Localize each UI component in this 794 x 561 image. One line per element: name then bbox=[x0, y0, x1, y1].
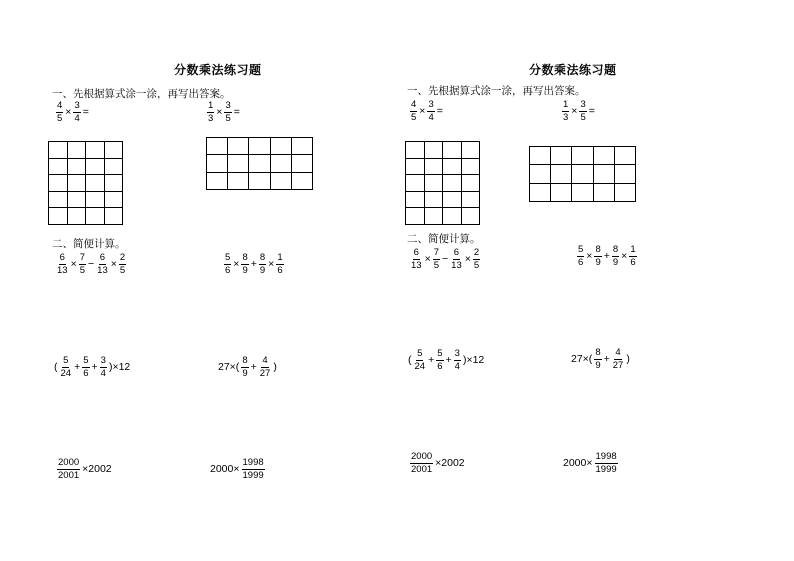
grid-cell[interactable] bbox=[530, 183, 551, 201]
grid-cell[interactable] bbox=[614, 165, 635, 183]
grid-cell[interactable] bbox=[461, 142, 480, 159]
calc-problem-3: ( $\frac{5}{24}$ + $\frac{5}{6}$ + $\frac{3}{4}$ )×12 bbox=[54, 355, 131, 379]
grid-cell[interactable] bbox=[424, 158, 443, 175]
grid-cell[interactable] bbox=[49, 208, 68, 225]
fraction: $\frac{1998}{1999}$ bbox=[595, 451, 617, 475]
grid-cell[interactable] bbox=[270, 172, 291, 189]
grid-cell[interactable] bbox=[86, 208, 105, 225]
fraction: $\frac{1}{3}$ bbox=[208, 100, 214, 124]
fraction: $\frac{8}{9}$ bbox=[242, 355, 248, 379]
grid-cell[interactable] bbox=[207, 138, 228, 155]
fraction: $\frac{4}{27}$ bbox=[612, 347, 624, 371]
grid-cell[interactable] bbox=[443, 191, 462, 208]
fraction: $\frac{2}{5}$ bbox=[119, 252, 126, 276]
problem-b: $\frac{1}{3}$ × $\frac{3}{5}$ = bbox=[563, 99, 595, 123]
grid-cell[interactable] bbox=[67, 158, 86, 175]
grid-cell[interactable] bbox=[443, 175, 462, 192]
grid-cell[interactable] bbox=[593, 147, 614, 165]
grid-cell[interactable] bbox=[424, 191, 443, 208]
calc-problem-1: $\frac{6}{13}$ × $\frac{7}{5}$ − $\frac{6}{13}$ × $\frac{2}{5}$ bbox=[57, 252, 126, 276]
grid-cell[interactable] bbox=[291, 155, 312, 172]
grid-cell[interactable] bbox=[461, 158, 480, 175]
fraction: $\frac{5}{6}$ bbox=[225, 252, 231, 276]
grid-cell[interactable] bbox=[104, 191, 123, 208]
fraction: $\frac{2}{5}$ bbox=[473, 247, 480, 271]
grid-cell[interactable] bbox=[228, 155, 249, 172]
grid-cell[interactable] bbox=[291, 138, 312, 155]
calc-problem-5: $\frac{2000}{2001}$ ×2002 bbox=[411, 451, 465, 475]
fraction: $\frac{2000}{2001}$ bbox=[411, 451, 433, 475]
calc-problem-1: $\frac{6}{13}$ × $\frac{7}{5}$ − $\frac{6}{13}$ × $\frac{2}{5}$ bbox=[411, 247, 480, 271]
grid-cell[interactable] bbox=[104, 142, 123, 159]
fraction: $\frac{8}{9}$ bbox=[595, 347, 601, 371]
grid-cell[interactable] bbox=[406, 208, 425, 225]
grid-cell[interactable] bbox=[593, 183, 614, 201]
grid-cell[interactable] bbox=[593, 165, 614, 183]
grid-cell[interactable] bbox=[86, 191, 105, 208]
grid-cell[interactable] bbox=[67, 191, 86, 208]
grid-cell[interactable] bbox=[530, 147, 551, 165]
grid-cell[interactable] bbox=[461, 175, 480, 192]
grid-cell[interactable] bbox=[67, 142, 86, 159]
grid-cell[interactable] bbox=[572, 165, 593, 183]
fraction: $\frac{5}{24}$ bbox=[60, 355, 72, 379]
grid-cell[interactable] bbox=[406, 142, 425, 159]
calc-problem-2: $\frac{5}{6}$ × $\frac{8}{9}$ + $\frac{8}{9}$ × $\frac{1}{6}$ bbox=[225, 252, 283, 276]
fraction: $\frac{3}{4}$ bbox=[100, 355, 106, 379]
grid-cell[interactable] bbox=[572, 147, 593, 165]
shading-grid-b[interactable] bbox=[529, 146, 636, 202]
section1-heading: 一、先根据算式涂一涂，再写出答案。 bbox=[407, 85, 586, 97]
shading-grid-b[interactable] bbox=[206, 137, 313, 190]
fraction: $\frac{3}{5}$ bbox=[580, 99, 586, 123]
grid-cell[interactable] bbox=[406, 191, 425, 208]
fraction: $\frac{3}{4}$ bbox=[74, 100, 80, 124]
calc-problem-6: 2000× $\frac{1998}{1999}$ bbox=[210, 457, 264, 481]
calc-problem-6: 2000× $\frac{1998}{1999}$ bbox=[563, 451, 617, 475]
grid-cell[interactable] bbox=[249, 155, 270, 172]
grid-cell[interactable] bbox=[530, 165, 551, 183]
section2-heading: 二、简便计算。 bbox=[407, 233, 481, 245]
calc-problem-4: 27×( $\frac{8}{9}$ + $\frac{4}{27}$ ) bbox=[571, 347, 630, 371]
fraction: $\frac{3}{4}$ bbox=[428, 99, 434, 123]
grid-cell[interactable] bbox=[406, 175, 425, 192]
grid-cell[interactable] bbox=[424, 175, 443, 192]
grid-cell[interactable] bbox=[461, 191, 480, 208]
grid-cell[interactable] bbox=[614, 183, 635, 201]
grid-cell[interactable] bbox=[86, 158, 105, 175]
grid-cell[interactable] bbox=[270, 155, 291, 172]
section1-heading: 一、先根据算式涂一涂，再写出答案。 bbox=[52, 88, 231, 100]
fraction: $\frac{8}{9}$ bbox=[259, 252, 266, 276]
grid-cell[interactable] bbox=[228, 138, 249, 155]
fraction: $\frac{5}{6}$ bbox=[437, 348, 443, 372]
fraction: $\frac{1998}{1999}$ bbox=[242, 457, 264, 481]
grid-cell[interactable] bbox=[67, 175, 86, 192]
fraction: $\frac{7}{5}$ bbox=[433, 247, 440, 271]
fraction: $\frac{6}{13}$ bbox=[451, 247, 462, 271]
grid-cell[interactable] bbox=[551, 183, 572, 201]
calc-problem-2: $\frac{5}{6}$ × $\frac{8}{9}$ + $\frac{8}{9}$ × $\frac{1}{6}$ bbox=[578, 244, 636, 268]
grid-cell[interactable] bbox=[49, 142, 68, 159]
fraction: $\frac{8}{9}$ bbox=[242, 252, 248, 276]
grid-cell[interactable] bbox=[270, 138, 291, 155]
fraction: $\frac{3}{5}$ bbox=[225, 100, 231, 124]
grid-cell[interactable] bbox=[207, 155, 228, 172]
section2-heading: 二、简便计算。 bbox=[52, 238, 126, 250]
fraction: $\frac{5}{6}$ bbox=[83, 355, 89, 379]
grid-cell[interactable] bbox=[249, 172, 270, 189]
grid-cell[interactable] bbox=[551, 147, 572, 165]
problem-a: $\frac{4}{5}$ × $\frac{3}{4}$ = bbox=[411, 99, 443, 123]
grid-cell[interactable] bbox=[104, 208, 123, 225]
grid-cell[interactable] bbox=[228, 172, 249, 189]
problem-a: $\frac{4}{5}$ × $\frac{3}{4}$ = bbox=[57, 100, 89, 124]
grid-cell[interactable] bbox=[424, 208, 443, 225]
grid-cell[interactable] bbox=[443, 208, 462, 225]
grid-cell[interactable] bbox=[291, 172, 312, 189]
grid-cell[interactable] bbox=[207, 172, 228, 189]
fraction: $\frac{7}{5}$ bbox=[79, 252, 86, 276]
fraction: $\frac{1}{3}$ bbox=[563, 99, 569, 123]
grid-cell[interactable] bbox=[104, 175, 123, 192]
grid-cell[interactable] bbox=[104, 158, 123, 175]
calc-problem-3: ( $\frac{5}{24}$ + $\frac{5}{6}$ + $\frac{3}{4}$ )×12 bbox=[408, 348, 485, 372]
grid-cell[interactable] bbox=[49, 175, 68, 192]
shading-grid-a[interactable] bbox=[48, 141, 123, 225]
grid-cell[interactable] bbox=[67, 208, 86, 225]
grid-cell[interactable] bbox=[49, 158, 68, 175]
grid-cell[interactable] bbox=[443, 142, 462, 159]
fraction: $\frac{5}{6}$ bbox=[578, 244, 584, 268]
grid-cell[interactable] bbox=[424, 142, 443, 159]
fraction: $\frac{6}{13}$ bbox=[411, 247, 422, 271]
fraction: $\frac{2000}{2001}$ bbox=[58, 457, 80, 481]
fraction: $\frac{4}{5}$ bbox=[411, 99, 417, 123]
fraction: $\frac{6}{13}$ bbox=[97, 252, 108, 276]
fraction: $\frac{1}{6}$ bbox=[277, 252, 283, 276]
fraction: $\frac{4}{5}$ bbox=[57, 100, 63, 124]
worksheet-title: 分数乘法练习题 bbox=[529, 63, 617, 77]
fraction: $\frac{5}{24}$ bbox=[414, 348, 426, 372]
grid-cell[interactable] bbox=[49, 191, 68, 208]
grid-cell[interactable] bbox=[443, 158, 462, 175]
grid-cell[interactable] bbox=[551, 165, 572, 183]
grid-cell[interactable] bbox=[86, 175, 105, 192]
fraction: $\frac{8}{9}$ bbox=[595, 244, 601, 268]
grid-cell[interactable] bbox=[572, 183, 593, 201]
calc-problem-4: 27×( $\frac{8}{9}$ + $\frac{4}{27}$ ) bbox=[218, 355, 277, 379]
calc-problem-5: $\frac{2000}{2001}$ ×2002 bbox=[58, 457, 112, 481]
fraction: $\frac{8}{9}$ bbox=[612, 244, 619, 268]
shading-grid-a[interactable] bbox=[405, 141, 480, 225]
fraction: $\frac{4}{27}$ bbox=[259, 355, 271, 379]
worksheet-title: 分数乘法练习题 bbox=[174, 63, 262, 77]
grid-cell[interactable] bbox=[461, 208, 480, 225]
fraction: $\frac{1}{6}$ bbox=[630, 244, 636, 268]
fraction: $\frac{3}{4}$ bbox=[454, 348, 460, 372]
fraction: $\frac{6}{13}$ bbox=[57, 252, 68, 276]
problem-b: $\frac{1}{3}$ × $\frac{3}{5}$ = bbox=[208, 100, 240, 124]
grid-cell[interactable] bbox=[249, 138, 270, 155]
grid-cell[interactable] bbox=[614, 147, 635, 165]
worksheet-right bbox=[357, 0, 754, 561]
grid-cell[interactable] bbox=[406, 158, 425, 175]
grid-cell[interactable] bbox=[86, 142, 105, 159]
